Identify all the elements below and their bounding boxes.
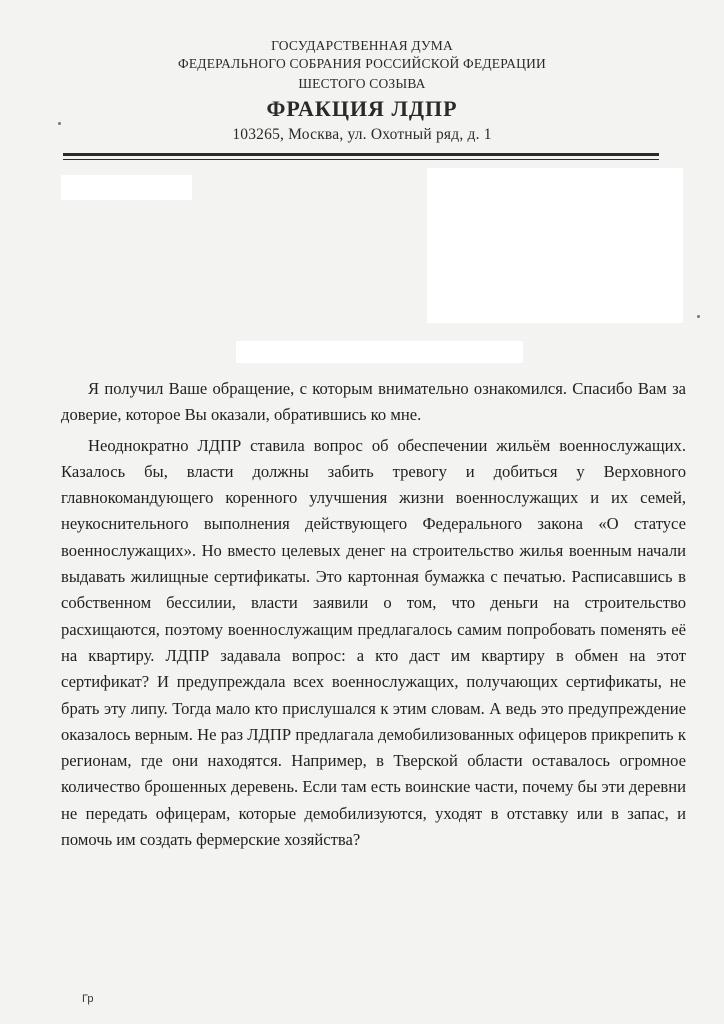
scan-speck — [58, 122, 61, 125]
footer-mark: Гр — [82, 993, 94, 1005]
header-address: 103265, Москва, ул. Охотный ряд, д. 1 — [232, 126, 492, 143]
scan-speck — [697, 315, 700, 318]
header-duma: ГОСУДАРСТВЕННАЯ ДУМА — [271, 38, 453, 53]
header-rule-thin — [63, 159, 659, 160]
letter-paragraph: Неоднократно ЛДПР ставила вопрос об обеспечении жильём военнослужащих. Казалось бы, власти должны забить тревогу и добиться у Верховного главнокомандующего коренного улучшения жизни военнослужащих и их семей, неукоснительного выполнения действующего Федерального закона «О статусе военнослужащих». Но вместо целевых денег на строительство жилья военным начали выдавать жилищные сертификаты. Это картонная бумажка с печатью. Расписавшись в собственном бессилии, власти заявили о том, что деньги на строительство расхищаются, поэтому военнослужащим предлагалось самим попробовать поменять её на квартиру. ЛДПР задавала вопрос: а кто даст им квартиру в обмен на этот сертификат? И предупреждала всех военнослужащих, получающих сертификаты, не брать эту липу. Тогда мало кто прислушался к этим словам. А ведь это предупреждение оказалось верным. Не раз ЛДПР предлагала демобилизованных офицеров прикрепить к регионам, где они находятся. Например, в Тверской области оставалось огромное количество брошенных деревень. Если там есть воинские части, почему бы эти деревни не передать офицерам, которые демобилизуются, уходят в отставку или в запас, и помочь им создать фермерские хозяйства? — [61, 435, 686, 850]
header-faction: ФРАКЦИЯ ЛДПР — [266, 96, 458, 121]
redaction-block — [427, 168, 683, 323]
redaction-block — [236, 341, 523, 363]
header-rule-thick — [63, 153, 659, 156]
redaction-block — [61, 175, 192, 200]
header-convocation: ШЕСТОГО СОЗЫВА — [298, 76, 426, 91]
letter-paragraph: Я получил Ваше обращение, с которым внимательно ознакомился. Спасибо Вам за доверие, которое Вы оказали, обратившись ко мне. — [61, 379, 686, 425]
header-assembly: ФЕДЕРАЛЬНОГО СОБРАНИЯ РОССИЙСКОЙ ФЕДЕРАЦИИ — [178, 56, 546, 71]
letter-body — [61, 376, 686, 853]
